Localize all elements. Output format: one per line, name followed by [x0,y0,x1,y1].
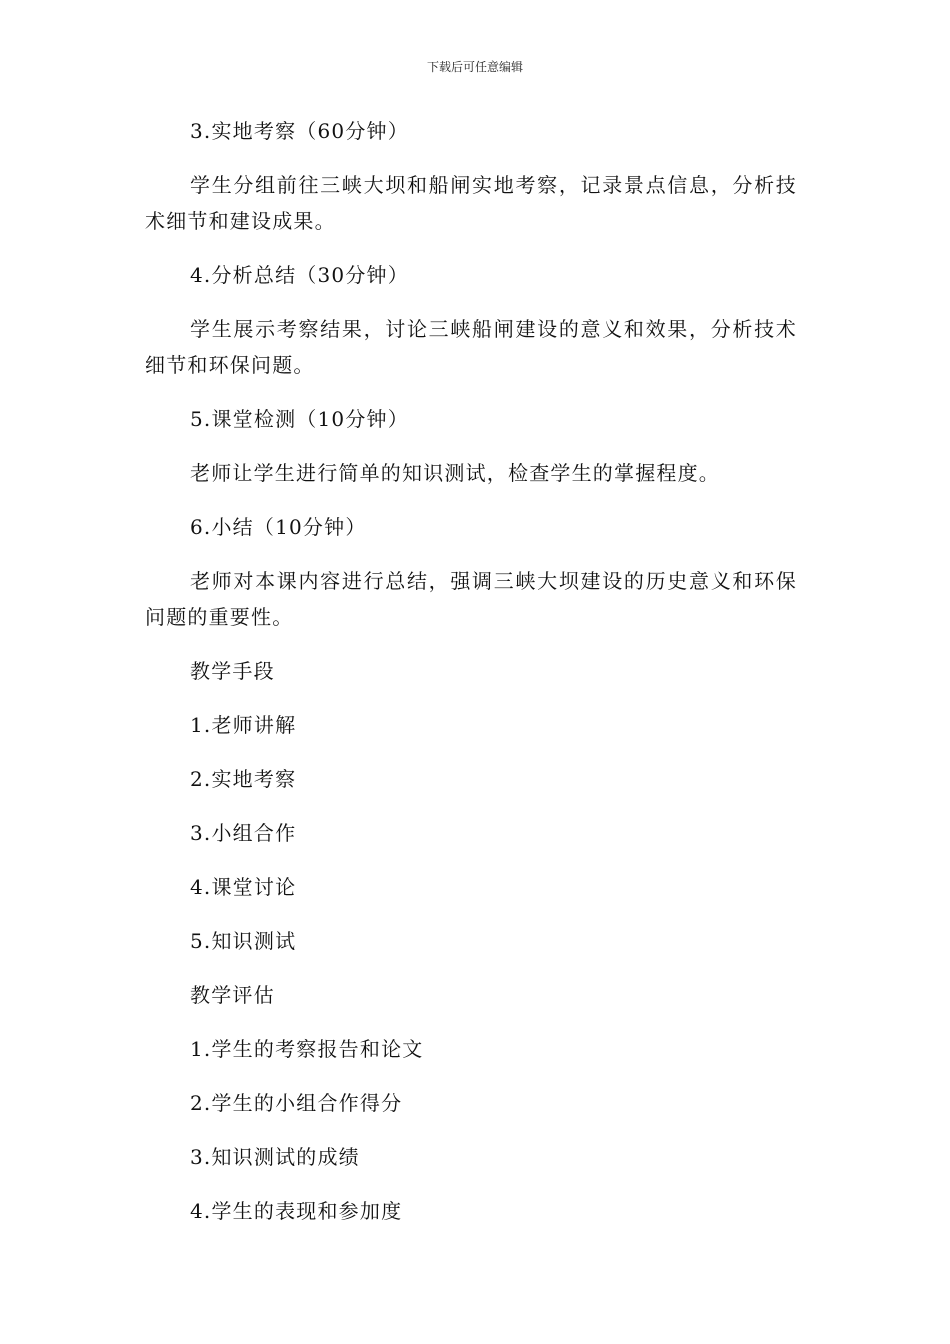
section-heading-teaching-methods: 教学手段 [190,659,275,683]
step-heading-summary: 6.小结（10分钟） [190,515,367,539]
step-description-quiz: 老师让学生进行简单的知识测试，检查学生的掌握程度。 [190,461,720,485]
list-item: 2.实地考察 [190,767,297,791]
list-item: 4.课堂讨论 [190,875,297,899]
list-item: 3.知识测试的成绩 [190,1145,360,1169]
step-heading-fieldwork: 3.实地考察（60分钟） [190,119,409,143]
list-item: 3.小组合作 [190,821,297,845]
list-item: 2.学生的小组合作得分 [190,1091,403,1115]
list-item: 1.老师讲解 [190,713,297,737]
document-body [145,113,797,1247]
step-description-analysis: 学生展示考察结果，讨论三峡船闸建设的意义和效果，分析技术细节和环保问题。 [145,317,797,377]
step-heading-analysis: 4.分析总结（30分钟） [190,263,409,287]
step-description-summary: 老师对本课内容进行总结，强调三峡大坝建设的历史意义和环保问题的重要性。 [145,569,797,629]
step-description-fieldwork: 学生分组前往三峡大坝和船闸实地考察，记录景点信息，分析技术细节和建设成果。 [145,173,797,233]
list-item: 5.知识测试 [190,929,297,953]
page-header: 下载后可任意编辑 [426,60,523,74]
list-item: 1.学生的考察报告和论文 [190,1037,424,1061]
list-item: 4.学生的表现和参加度 [190,1199,403,1223]
step-heading-quiz: 5.课堂检测（10分钟） [190,407,409,431]
section-heading-teaching-evaluation: 教学评估 [190,983,275,1007]
